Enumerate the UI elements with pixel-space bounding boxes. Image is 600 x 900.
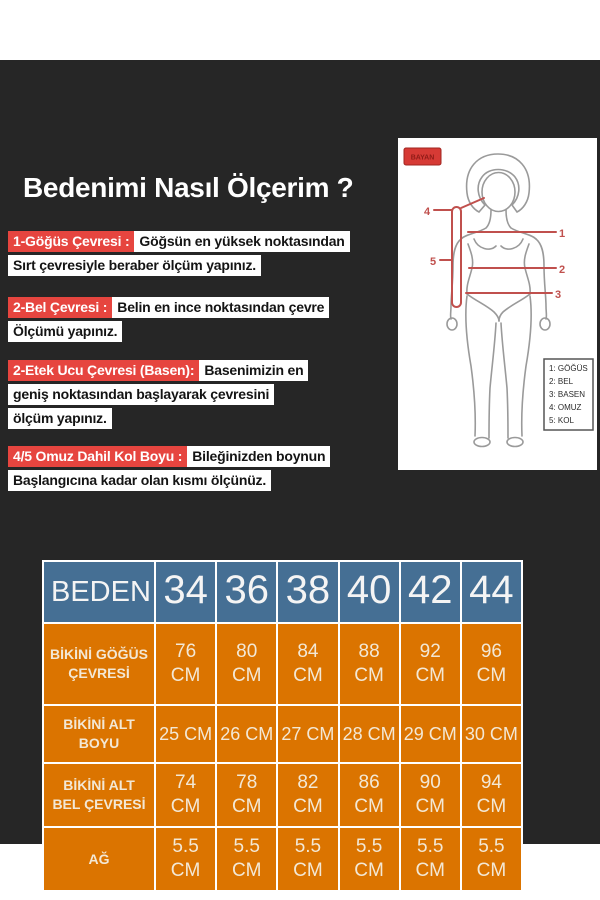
section-text-highlight: Ölçümü yapınız. xyxy=(8,321,122,342)
section-text-highlight: Bileğinizden boynun xyxy=(187,446,330,467)
marker-1-label: 1 xyxy=(559,228,566,240)
marker-4-label: 4 xyxy=(424,206,431,218)
size-table xyxy=(42,560,523,892)
size-column-header: 40 xyxy=(340,562,399,622)
section-text-highlight: Başlangıcına kadar olan kısmı ölçünüz. xyxy=(8,470,271,491)
section-chest xyxy=(8,231,350,279)
section-label-highlight: 2-Etek Ucu Çevresi (Basen): xyxy=(8,360,199,381)
section-text-highlight: ölçüm yapınız. xyxy=(8,408,112,429)
section-text-highlight: geniş noktasından başlayarak çevresini xyxy=(8,384,274,405)
measurement-lines xyxy=(434,198,556,307)
size-value-cell: 80 CM xyxy=(217,624,276,704)
size-value-cell: 25 CM xyxy=(156,706,215,762)
row-label: BİKİNİ ALT BOYU xyxy=(44,706,154,762)
legend-item: 1: GÖĞÜS xyxy=(549,364,588,373)
size-value-cell: 90 CM xyxy=(401,764,460,826)
size-value-cell: 84 CM xyxy=(278,624,337,704)
measurement-diagram xyxy=(398,138,597,470)
section-line xyxy=(8,408,308,429)
size-value-cell: 96 CM xyxy=(462,624,521,704)
section-hip xyxy=(8,360,308,432)
section-label-highlight: 4/5 Omuz Dahil Kol Boyu : xyxy=(8,446,187,467)
size-value-cell: 5.5 CM xyxy=(401,828,460,890)
size-value-cell: 78 CM xyxy=(217,764,276,826)
page-title: Bedenimi Nasıl Ölçerim ? xyxy=(23,172,354,203)
legend-item: 3: BASEN xyxy=(549,390,586,399)
section-waist xyxy=(8,297,329,345)
marker-5-label: 5 xyxy=(430,256,437,268)
section-line xyxy=(8,384,308,405)
size-value-cell: 74 CM xyxy=(156,764,215,826)
legend-item: 2: BEL xyxy=(549,377,574,386)
size-column-header: 34 xyxy=(156,562,215,622)
size-value-cell: 5.5 CM xyxy=(462,828,521,890)
size-value-cell: 94 CM xyxy=(462,764,521,826)
table-row-bottom-waist xyxy=(44,764,521,826)
dark-panel xyxy=(0,60,600,881)
size-value-cell: 5.5 CM xyxy=(278,828,337,890)
size-value-cell: 28 CM xyxy=(340,706,399,762)
table-row-gusset xyxy=(44,828,521,890)
size-value-cell: 26 CM xyxy=(217,706,276,762)
size-column-header: 44 xyxy=(462,562,521,622)
section-line xyxy=(8,297,329,318)
section-text-highlight: Sırt çevresiyle beraber ölçüm yapınız. xyxy=(8,255,261,276)
size-value-cell: 5.5 CM xyxy=(156,828,215,890)
size-value-cell: 82 CM xyxy=(278,764,337,826)
table-row-bottom-length xyxy=(44,706,521,762)
section-line xyxy=(8,321,329,342)
section-line xyxy=(8,470,330,491)
size-value-cell: 29 CM xyxy=(401,706,460,762)
size-column-header: 36 xyxy=(217,562,276,622)
size-value-cell: 92 CM xyxy=(401,624,460,704)
section-text-highlight: Basenimizin en xyxy=(199,360,308,381)
legend-item: 5: KOL xyxy=(549,416,574,425)
size-value-cell: 27 CM xyxy=(278,706,337,762)
section-line xyxy=(8,446,330,467)
size-table-corner-header: BEDEN xyxy=(44,562,154,622)
row-label: AĞ xyxy=(44,828,154,890)
row-label: BİKİNİ ALT BEL ÇEVRESİ xyxy=(44,764,154,826)
section-arm-length xyxy=(8,446,330,494)
bayan-badge xyxy=(404,148,441,165)
size-column-header: 38 xyxy=(278,562,337,622)
size-value-cell: 76 CM xyxy=(156,624,215,704)
size-value-cell: 5.5 CM xyxy=(340,828,399,890)
size-value-cell: 88 CM xyxy=(340,624,399,704)
legend-box xyxy=(544,359,593,430)
woman-figure-illustration xyxy=(398,138,597,470)
woman-figure xyxy=(447,154,550,447)
size-column-header: 42 xyxy=(401,562,460,622)
table-row-bust xyxy=(44,624,521,704)
section-line xyxy=(8,231,350,252)
size-table-header-row xyxy=(44,562,521,622)
marker-2-label: 2 xyxy=(559,264,566,276)
section-label-highlight: 1-Göğüs Çevresi : xyxy=(8,231,134,252)
row-label: BİKİNİ GÖĞÜS ÇEVRESİ xyxy=(44,624,154,704)
section-text-highlight: Göğsün en yüksek noktasından xyxy=(134,231,349,252)
bayan-badge-label: BAYAN xyxy=(410,154,435,162)
section-line xyxy=(8,360,308,381)
marker-3-label: 3 xyxy=(555,289,562,301)
size-value-cell: 86 CM xyxy=(340,764,399,826)
size-value-cell: 5.5 CM xyxy=(217,828,276,890)
size-value-cell: 30 CM xyxy=(462,706,521,762)
section-line xyxy=(8,255,350,276)
legend-item: 4: OMUZ xyxy=(549,403,582,412)
section-text-highlight: Belin en ince noktasından çevre xyxy=(112,297,329,318)
section-label-highlight: 2-Bel Çevresi : xyxy=(8,297,112,318)
